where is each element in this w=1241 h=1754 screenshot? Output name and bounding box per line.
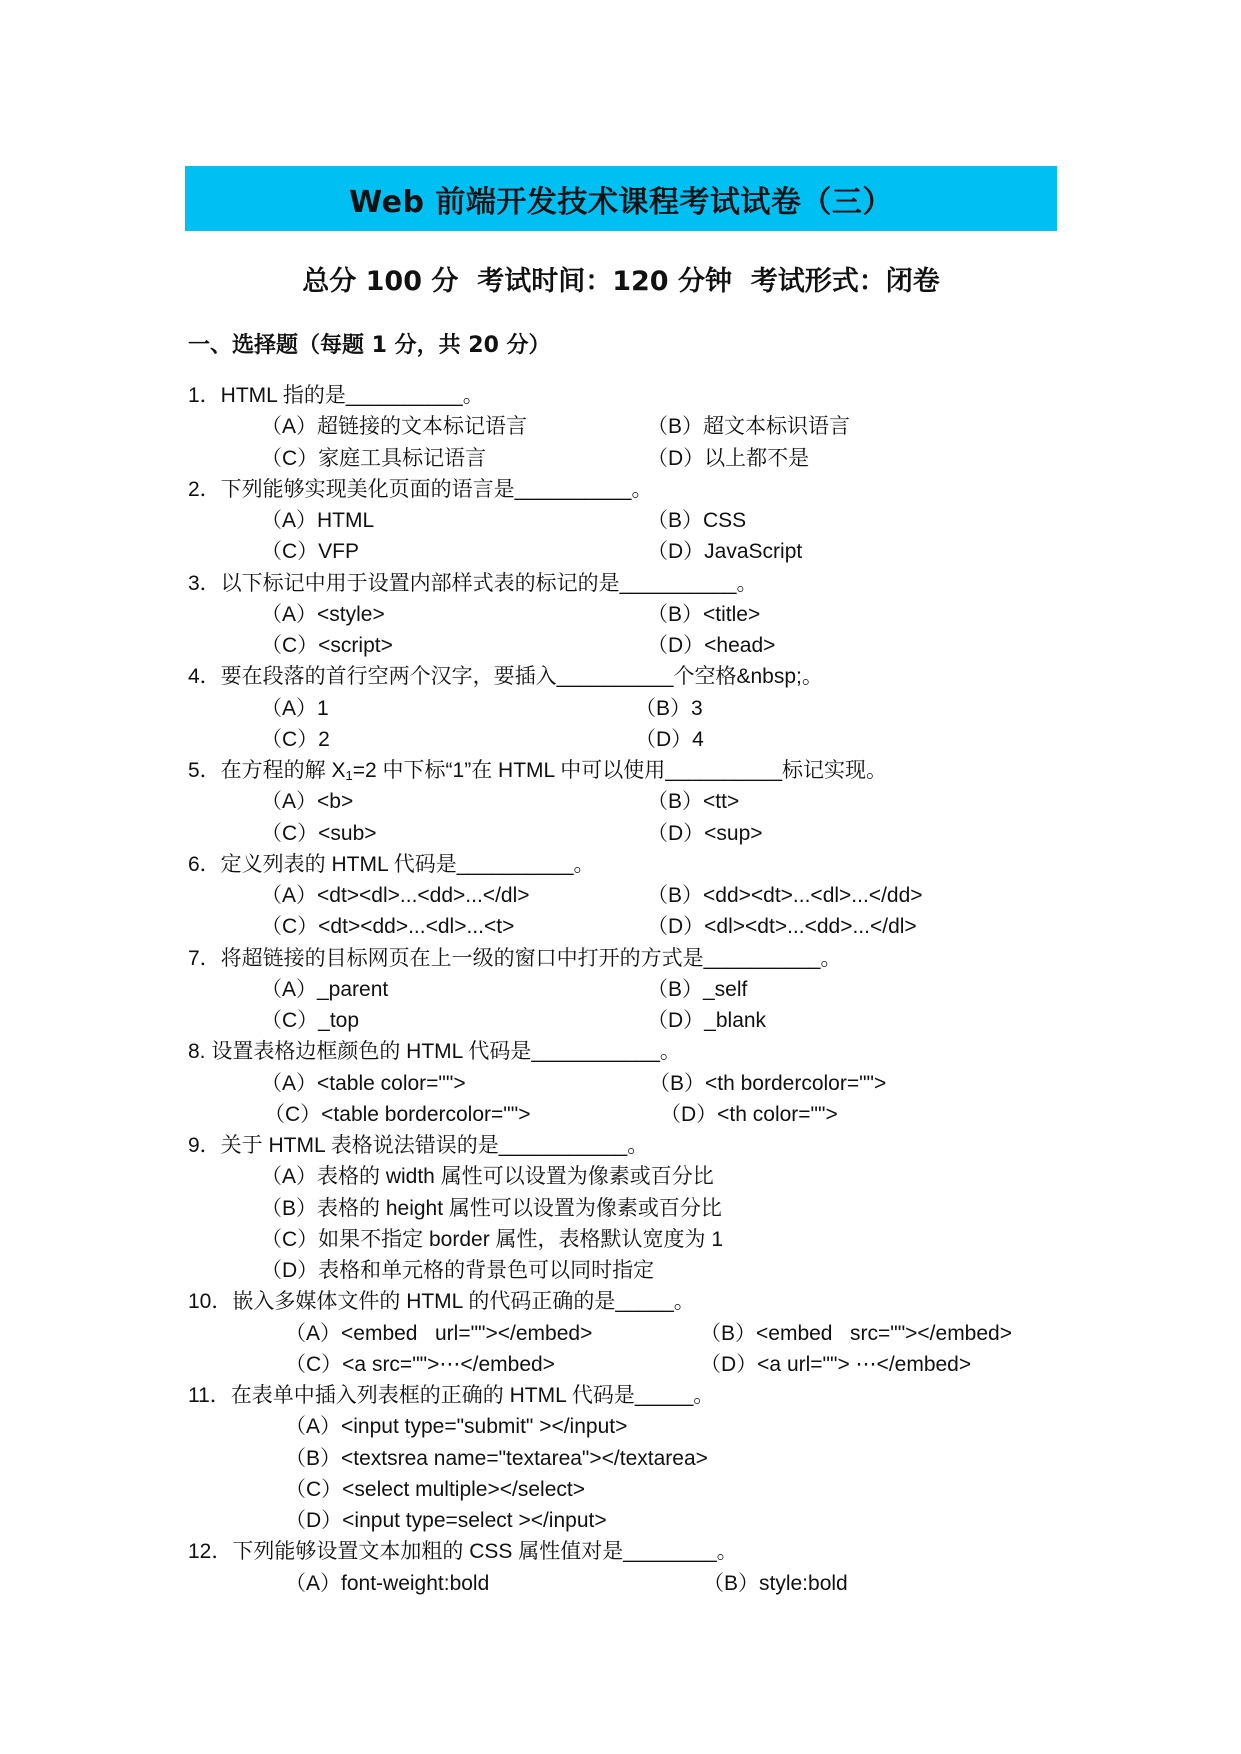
stem-prefix: 5．在方程的解 X — [188, 759, 346, 782]
question-8 — [188, 1036, 1148, 1130]
option-a: （A）<input type="submit" ></input> — [285, 1415, 628, 1439]
option-d: （D）<dl><dt>...<dd>...</dl> — [647, 915, 917, 939]
option-a: （A）font-weight:bold — [285, 1571, 490, 1595]
question-stem: 12．下列能够设置文本加粗的 CSS 属性值对是________。 — [188, 1540, 738, 1564]
option-d: （D）<input type=select ></input> — [285, 1509, 607, 1532]
option-c: （C）如果不指定 border 属性，表格默认宽度为 1 — [261, 1227, 724, 1251]
option-c: （C）<sub> — [261, 821, 377, 845]
option-d: （D）<sup> — [647, 821, 763, 845]
option-c: （C）<script> — [261, 634, 393, 657]
stem-suffix: =2 中下标“1”在 HTML 中可以使用__________标记实现。 — [352, 759, 888, 782]
option-c: （C）_top — [261, 1009, 360, 1032]
question-10 — [188, 1286, 1148, 1380]
option-c: （C）<select multiple></select> — [285, 1477, 585, 1501]
option-a: （A）超链接的文本标记语言 — [261, 415, 528, 439]
question-5 — [188, 755, 1148, 849]
option-b: （B）<title> — [647, 602, 761, 626]
question-stem: 9．关于 HTML 表格说法错误的是___________。 — [188, 1134, 649, 1157]
question-stem: 11．在表单中插入列表框的正确的 HTML 代码是_____。 — [188, 1384, 715, 1407]
question-list — [188, 380, 1148, 1599]
option-a: （A）<style> — [261, 602, 385, 626]
option-a: （A）<dt><dl>...<dd>...</dl> — [261, 884, 530, 907]
option-b: （B）<dd><dt>...<dl>...</dd> — [647, 884, 923, 907]
option-b: （B）<th bordercolor=""> — [649, 1071, 887, 1095]
option-b: （B）style:bold — [703, 1571, 848, 1595]
question-stem: 3．以下标记中用于设置内部样式表的标记的是__________。 — [188, 571, 758, 595]
option-a: （A）<table color=""> — [261, 1071, 466, 1095]
option-a: （A）表格的 width 属性可以设置为像素或百分比 — [261, 1165, 714, 1189]
option-c: （C）家庭工具标记语言 — [261, 446, 487, 470]
question-stem: 7．将超链接的目标网页在上一级的窗口中打开的方式是__________。 — [188, 946, 842, 970]
option-a: （A）<embed url=""></embed> — [285, 1321, 593, 1345]
option-d: （D）_blank — [647, 1009, 767, 1032]
option-c: （C）<table bordercolor=""> — [264, 1102, 531, 1126]
option-b: （B）_self — [647, 977, 748, 1001]
question-11 — [188, 1380, 1148, 1536]
exam-info: 总分 100 分 考试时间：120 分钟 考试形式：闭卷 — [302, 266, 940, 297]
question-stem: 1．HTML 指的是__________。 — [188, 384, 484, 407]
option-d: （D）表格和单元格的背景色可以同时指定 — [261, 1259, 655, 1282]
option-b: （B）CSS — [647, 509, 747, 532]
question-12 — [188, 1536, 1148, 1599]
option-b: （B）<embed src=""></embed> — [700, 1321, 1012, 1345]
option-a: （A）<b> — [261, 790, 354, 814]
option-c: （C）2 — [261, 727, 330, 751]
option-a: （A）1 — [261, 696, 329, 720]
option-d: （D）4 — [635, 727, 704, 751]
option-d: （D）JavaScript — [647, 540, 803, 564]
option-b: （B）超文本标识语言 — [647, 415, 851, 439]
section-heading: 一、选择题（每题 1 分，共 20 分） — [188, 333, 551, 358]
option-c: （C）<dt><dd>...<dl>...<t> — [261, 915, 515, 939]
option-c: （C）<a src="">⋯</embed> — [285, 1352, 555, 1376]
option-d: （D）<a url=""> ⋯</embed> — [700, 1352, 972, 1376]
option-a: （A）_parent — [261, 977, 389, 1001]
exam-title: Web 前端开发技术课程考试试卷（三） — [349, 184, 893, 220]
question-stem: 8. 设置表格边框颜色的 HTML 代码是___________。 — [188, 1040, 681, 1064]
question-stem: 4．要在段落的首行空两个汉字，要插入__________个空格&nbsp;。 — [188, 665, 823, 689]
option-d: （D）<head> — [647, 634, 776, 657]
option-b: （B）<textsrea name="textarea"></textarea> — [285, 1446, 708, 1470]
option-b: （B）<tt> — [647, 790, 740, 814]
question-4 — [188, 661, 1148, 755]
option-a: （A）HTML — [261, 509, 375, 532]
question-7 — [188, 943, 1148, 1037]
question-6 — [188, 849, 1148, 943]
option-d: （D）以上都不是 — [647, 446, 810, 470]
option-c: （C）VFP — [261, 540, 360, 564]
question-1 — [188, 380, 1148, 474]
question-stem: 2．下列能够实现美化页面的语言是__________。 — [188, 477, 653, 501]
question-3 — [188, 568, 1148, 662]
option-d: （D）<th color=""> — [660, 1102, 838, 1126]
question-stem — [188, 755, 887, 786]
question-9 — [188, 1130, 1148, 1286]
subscript: 1 — [345, 768, 353, 783]
question-stem: 6．定义列表的 HTML 代码是__________。 — [188, 852, 595, 876]
title-banner — [185, 166, 1057, 231]
option-b: （B）表格的 height 属性可以设置为像素或百分比 — [261, 1196, 722, 1220]
option-b: （B）3 — [635, 696, 703, 720]
question-stem: 10．嵌入多媒体文件的 HTML 的代码正确的是_____。 — [188, 1290, 695, 1314]
question-2 — [188, 474, 1148, 568]
